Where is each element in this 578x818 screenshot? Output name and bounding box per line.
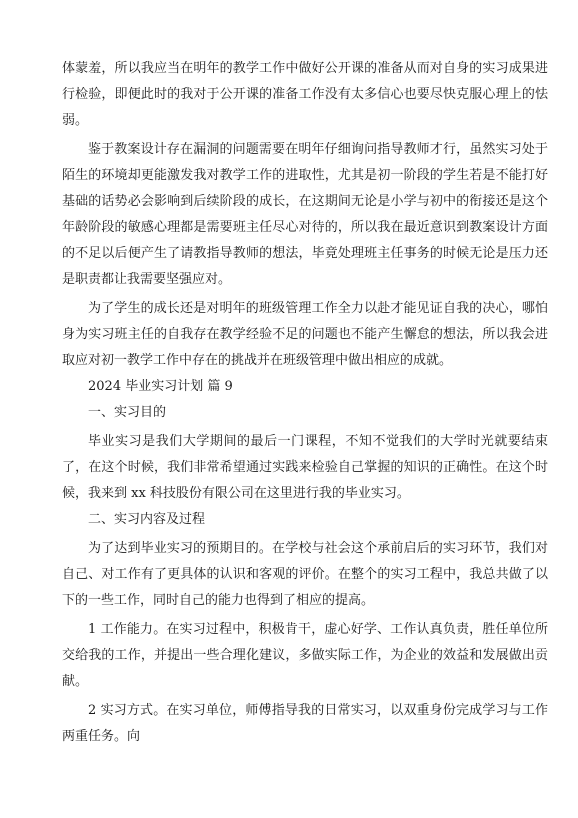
paragraph-purpose: 毕业实习是我们大学期间的最后一门课程，不知不觉我们的大学时光就要结束了，在这个时候，我们非常希望通过实践来检验自己掌握的知识的正确性。在这个时候，我来到 xx 科技股份有限公司在这里进行我的毕业实习。 (62, 434, 548, 501)
section-title: 2024 毕业实习计划 篇 9 (88, 379, 233, 394)
paragraph-work-ability: 1 工作能力。在实习过程中，积极肯干，虚心好学、工作认真负责，胜任单位所交给我的工作，并提出一些合理化建议，多做实际工作，为企业的效益和发展做出贡献。 (62, 622, 548, 689)
document-page (62, 56, 548, 750)
paragraph-continuation: 体蒙羞，所以我应当在明年的教学工作中做好公开课的准备从而对自身的实习成果进行检验，即便此时的我对于公开课的准备工作没有太多信心也要尽快克服心理上的怯弱。 (62, 61, 548, 128)
paragraph-class-management: 为了学生的成长还是对明年的班级管理工作全力以赴才能见证自我的决心，哪怕身为实习班主任的自我存在教学经验不足的问题也不能产生懈怠的想法，所以我会进取应对初一教学工作中存在的挑战并在班级管理中做出相应的成就。 (62, 301, 548, 368)
heading-internship-purpose: 一、实习目的 (88, 405, 167, 420)
heading-internship-content: 二、实习内容及过程 (88, 512, 206, 527)
paragraph-content: 为了达到毕业实习的预期目的。在学校与社会这个承前启后的实习环节，我们对自己、对工作有了更具体的认识和客观的评价。在整个的实习工程中，我总共做了以下的一些工作，同时自己的能力也得到了相应的提高。 (62, 541, 548, 608)
paragraph-lesson-plan: 鉴于教案设计存在漏洞的问题需要在明年仔细询问指导教师才行，虽然实习处于陌生的环境却更能激发我对教学工作的进取性，尤其是初一阶段的学生若是不能打好基础的话势必会影响到后续阶段的成长，在这期间无论是小学与初中的衔接还是这个年龄阶段的敏感心理都是需要班主任尽心对待的，所以我在最近意识到教案设计方面的不足以后便产生了请教指导教师的想法，毕竟处理班主任事务的时候无论是压力还是职责都让我需要坚强应对。 (62, 142, 548, 287)
paragraph-internship-method: 2 实习方式。在实习单位，师傅指导我的日常实习，以双重身份完成学习与工作两重任务。向 (62, 703, 548, 744)
